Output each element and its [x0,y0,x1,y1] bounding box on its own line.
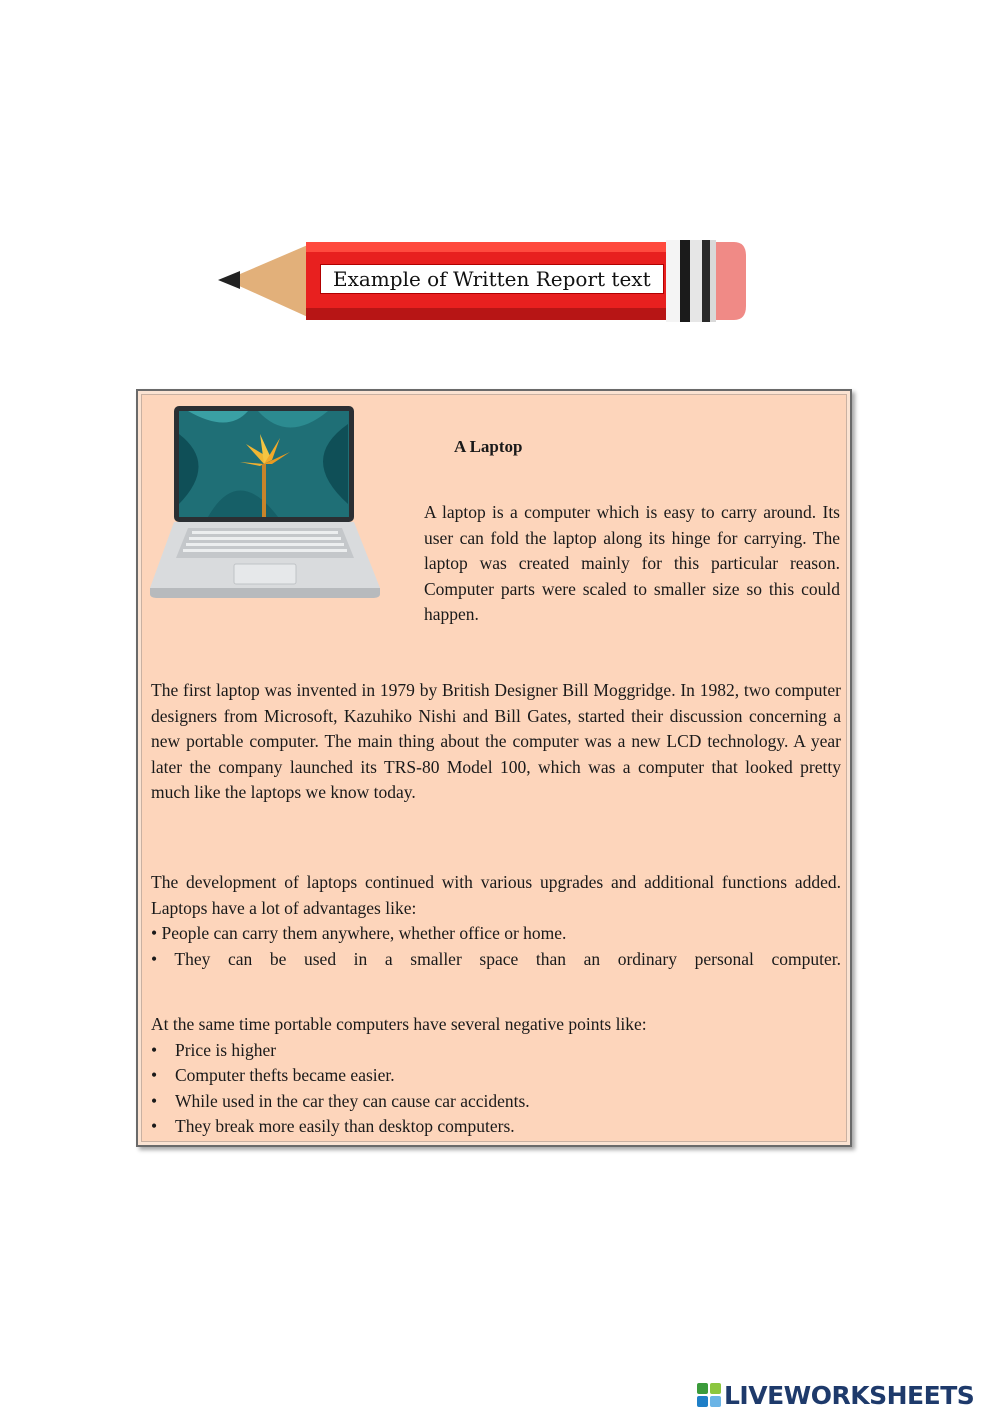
advantage-item: • They can be used in a smaller space than an ordinary personal computer. [151,948,841,969]
banner-title: Example of Written Report text [320,264,664,294]
liveworksheets-watermark [697,1378,974,1412]
list-item: • They break more easily than desktop computers. [151,1114,841,1140]
report-box [136,389,852,1147]
bullet-icon: • [151,1116,158,1137]
bullet-icon: • [151,1090,158,1111]
bullet-icon: • [151,1039,158,1060]
development-paragraph: The development of laptops continued with various upgrades and additional functions added. Laptops have a lot of advantages like: [151,872,841,918]
negatives-intro: At the same time portable computers have several negative points like: [151,1014,647,1034]
advantage-item: • People can carry them anywhere, whether office or home. [151,923,567,944]
advantages-section [151,870,841,972]
intro-paragraph: A laptop is a computer which is easy to carry around. Its user can fold the laptop along its hinge for carrying. The laptop was created mainly for this particular reason. Computer parts were scaled to smaller size so this could happen. [424,502,840,625]
negatives-list [151,1038,841,1140]
bullet-icon: • [151,1065,158,1086]
pencil-banner [218,238,746,324]
history-paragraph: The first laptop was invented in 1979 by British Designer Bill Moggridge. In 1982, two computer designers from Microsoft, Kazuhiko Nishi and Bill Gates, started their discussion concerning a new portable computer. The main thing about the computer was a new LCD technology. A year later the company launched its TRS-80 Model 100, which was a computer that looked pretty much like the laptops we know today. [151,680,841,803]
watermark-text: LIVEWORKSHEETS [724,1380,975,1410]
liveworksheets-logo-icon [697,1383,721,1407]
laptop-image [148,404,382,600]
list-item: • Price is higher [151,1038,841,1064]
negatives-section [151,1012,841,1140]
list-item: • While used in the car they can cause car accidents. [151,1089,841,1115]
list-item: • Computer thefts became easier. [151,1063,841,1089]
report-title: A Laptop [454,437,523,456]
